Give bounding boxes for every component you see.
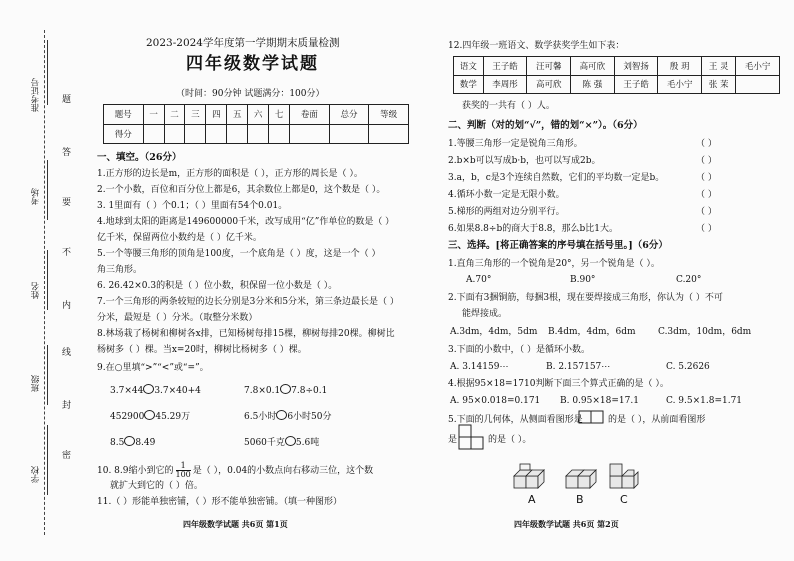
compare-item bbox=[244, 436, 319, 449]
seal-char: 要 bbox=[62, 198, 72, 208]
page-footer: 四年级数学试题 共6页 第1页 bbox=[183, 519, 288, 529]
question-text bbox=[97, 462, 373, 479]
judge-item: 6.如果8.8÷b的商大于8.8，那么b比1大。 bbox=[448, 224, 619, 234]
cube-figure-a-icon bbox=[510, 462, 552, 494]
question-text: 5.一个等腰三角形的顶角是100度，一个底角是（ ）度，这是一个（ ） bbox=[97, 249, 381, 259]
question-text: 获奖的一共有（ ）人。 bbox=[462, 101, 555, 111]
question-text: 就扩大到它的（ ）倍。 bbox=[110, 481, 203, 491]
compare-right: 7.8÷0.1 bbox=[291, 386, 328, 396]
award-cell: 张 茉 bbox=[702, 75, 736, 94]
answer-paren[interactable]: （ ） bbox=[696, 156, 717, 166]
choice-option: A.3dm，4dm，5dm bbox=[450, 327, 538, 337]
cube-figure-c-icon bbox=[606, 460, 640, 494]
award-cell: 李周彤 bbox=[483, 75, 527, 94]
choice-question: 的是（ ）。 bbox=[488, 435, 532, 445]
compare-left: 6.5小时 bbox=[244, 412, 277, 422]
compare-right: 45.29万 bbox=[155, 412, 191, 422]
question-text: 杨树多（ ）棵。当x=20时，柳树比杨树多（ ）棵。 bbox=[97, 345, 307, 355]
front-view-icon bbox=[458, 424, 486, 450]
score-cell[interactable] bbox=[206, 124, 227, 144]
score-header-cell: 总分 bbox=[329, 105, 369, 125]
score-header-cell: 五 bbox=[227, 105, 248, 125]
seal-char: 线 bbox=[62, 348, 72, 358]
award-cell: 刘智扬 bbox=[614, 57, 658, 76]
score-cell[interactable] bbox=[369, 124, 409, 144]
score-header-cell: 一 bbox=[143, 105, 164, 125]
label-name: 姓名 bbox=[31, 282, 41, 299]
page-footer: 四年级数学试题 共6页 第2页 bbox=[514, 519, 619, 529]
question-text: 9.在○里填“>”“<”或“=”。 bbox=[97, 363, 209, 373]
compare-circle[interactable] bbox=[276, 410, 287, 420]
figure-label-a: A bbox=[528, 493, 536, 506]
compare-item bbox=[110, 436, 155, 449]
field-name[interactable] bbox=[47, 250, 48, 310]
compare-item bbox=[110, 410, 190, 423]
question-text: 2.一个小数，百位和百分位上都是6，其余数位上都是0，这个数是（ ）。 bbox=[97, 185, 386, 195]
section-heading: 二、判断（对的划“√”，错的划“×”）。（6分） bbox=[448, 120, 643, 131]
question-text: 亿千米，保留两位小数约是（ ）亿千米。 bbox=[97, 233, 262, 243]
compare-right: 8.4̇9̇ bbox=[135, 438, 156, 448]
award-cell: 高可欣 bbox=[571, 57, 615, 76]
score-cell[interactable] bbox=[227, 124, 248, 144]
compare-right: 6小时50分 bbox=[287, 412, 332, 422]
time-info: （时间：90分钟 试题满分：100分） bbox=[176, 89, 325, 99]
compare-circle[interactable] bbox=[144, 410, 155, 420]
score-cell[interactable] bbox=[164, 124, 185, 144]
score-header-cell: 题号 bbox=[104, 105, 144, 125]
choice-question: 1.直角三角形的一个锐角是20°，另一个锐角是（ ）。 bbox=[448, 259, 660, 269]
choice-option: C. 5.2626 bbox=[666, 362, 710, 372]
cube-figure-b-icon bbox=[562, 462, 600, 494]
seal-char: 答 bbox=[62, 148, 72, 158]
award-cell: 王子皓 bbox=[483, 57, 527, 76]
award-cell: 王子皓 bbox=[614, 75, 658, 94]
score-table bbox=[103, 104, 409, 144]
choice-option: B.4dm，4dm，6dm bbox=[548, 327, 636, 337]
answer-paren[interactable]: （ ） bbox=[696, 207, 717, 217]
score-header-cell: 四 bbox=[206, 105, 227, 125]
choice-question: 能焊接成。 bbox=[462, 309, 508, 319]
compare-item bbox=[244, 384, 327, 397]
choice-option: B. 2.157157⋯ bbox=[546, 362, 611, 372]
award-cell: 王 灵 bbox=[702, 57, 736, 76]
fraction-numerator: 1 bbox=[176, 462, 191, 471]
choice-option: C. 9.5×1.8=1.71 bbox=[666, 396, 743, 406]
field-exam-room[interactable] bbox=[47, 160, 48, 220]
choice-question: 2.下面有3捆铜筋，每捆3根，现在要焊接成三角形，你认为（ ）不可 bbox=[448, 293, 723, 303]
compare-circle[interactable] bbox=[280, 384, 291, 394]
judge-item: 1.等腰三角形一定是锐角三角形。 bbox=[448, 139, 583, 149]
score-cell[interactable] bbox=[290, 124, 330, 144]
score-cell[interactable] bbox=[248, 124, 269, 144]
award-cell: 毛小宁 bbox=[658, 75, 702, 94]
compare-left: 5060千克 bbox=[244, 438, 285, 448]
seal-char: 密 bbox=[62, 451, 72, 461]
compare-circle[interactable] bbox=[124, 436, 135, 446]
answer-paren[interactable]: （ ） bbox=[696, 139, 717, 149]
label-exam-number: 准考证号 bbox=[31, 78, 41, 112]
label-class: 班级 bbox=[31, 375, 41, 392]
score-header-cell: 七 bbox=[269, 105, 290, 125]
seal-char: 题 bbox=[62, 95, 72, 105]
choice-option: C.20° bbox=[676, 275, 702, 285]
score-row-label: 得分 bbox=[104, 124, 144, 144]
score-header-cell: 二 bbox=[164, 105, 185, 125]
award-cell: 毛小宁 bbox=[736, 57, 780, 76]
choice-question: 是 bbox=[448, 435, 458, 445]
label-school: 学校 bbox=[31, 466, 41, 483]
compare-right: 3.7×40+4 bbox=[154, 386, 201, 396]
page-title: 四年级数学试题 bbox=[186, 54, 319, 74]
judge-item: 3.a，b，c是3个连续自然数，它们的平均数一定是b。 bbox=[448, 173, 665, 183]
judge-item: 4.循环小数一定是无限小数。 bbox=[448, 190, 565, 200]
question-text: 11.（ ）形能单独密铺，（ ）形不能单独密铺。（填一种图形） bbox=[97, 497, 343, 507]
award-table bbox=[453, 56, 780, 94]
field-school[interactable] bbox=[47, 425, 48, 495]
compare-item bbox=[244, 410, 332, 423]
compare-circle[interactable] bbox=[285, 436, 296, 446]
label-exam-room: 考场 bbox=[31, 188, 41, 205]
section-heading: 一、填空。（26分） bbox=[97, 152, 182, 163]
choice-option: B. 0.95×18=17.1 bbox=[560, 396, 639, 406]
compare-left: 8.5 bbox=[110, 438, 125, 448]
field-class[interactable] bbox=[47, 345, 48, 405]
question-text: 8.林场栽了杨树和柳树各x排，已知杨树每排15棵，柳树每排20棵。柳树比 bbox=[97, 329, 395, 339]
award-cell: 汪可馨 bbox=[527, 57, 571, 76]
choice-question: 5.下面的几何体，从侧面看图形是 bbox=[448, 415, 583, 425]
score-header-cell: 卷面 bbox=[290, 105, 330, 125]
question-text: 1.正方形的边长是m，正方形的面积是（ ），正方形的周长是（ ）。 bbox=[97, 169, 363, 179]
choice-option: A. 95×0.018=0.171 bbox=[450, 396, 541, 406]
figure-label-b: B bbox=[576, 493, 584, 506]
answer-paren[interactable]: （ ） bbox=[696, 190, 717, 200]
q10-prefix: 10. 8.9缩小到它的 bbox=[97, 466, 174, 476]
compare-left: 452900 bbox=[110, 412, 145, 422]
score-cell[interactable] bbox=[269, 124, 290, 144]
award-cell: 殷 玥 bbox=[658, 57, 702, 76]
award-cell bbox=[736, 75, 780, 94]
choice-option: C.3dm，10dm，6dm bbox=[658, 327, 752, 337]
choice-question: 的是（ ），从前面看图形 bbox=[608, 415, 706, 425]
question-text: 3. 1里面有（ ）个0.1；（ ）里面有54个0.01。 bbox=[97, 201, 288, 211]
binding-dashed-line bbox=[44, 30, 45, 535]
question-text: 7.一个三角形的两条较短的边长分别是3分米和5分米，第三条边最长是（ ） bbox=[97, 297, 399, 307]
score-cell[interactable] bbox=[329, 124, 369, 144]
award-cell: 数学 bbox=[454, 75, 484, 94]
question-text: 分米，最短是（ ）分米。（取整分米数） bbox=[97, 313, 258, 323]
choice-question: 4.根据95×18=1710判断下面三个算式正确的是（ ）。 bbox=[448, 379, 669, 389]
award-cell: 语文 bbox=[454, 57, 484, 76]
side-view-icon bbox=[578, 410, 604, 424]
judge-item: 5.梯形的两组对边分别平行。 bbox=[448, 207, 565, 217]
field-exam-number[interactable] bbox=[47, 40, 48, 105]
choice-option: A. 3.14159⋯ bbox=[450, 362, 509, 372]
award-cell: 高可欣 bbox=[527, 75, 571, 94]
compare-left: 7.8×0.1 bbox=[244, 386, 281, 396]
answer-paren[interactable]: （ ） bbox=[696, 173, 717, 183]
compare-circle[interactable] bbox=[143, 384, 154, 394]
figure-label-c: C bbox=[620, 493, 628, 506]
q10-suffix: 是（ ），0.04的小数点向右移动三位，这个数 bbox=[192, 466, 374, 476]
seal-char: 不 bbox=[62, 248, 72, 258]
seal-char: 封 bbox=[62, 401, 72, 411]
score-header-cell: 等级 bbox=[369, 105, 409, 125]
choice-question: 3.下面的小数中，（ ）是循环小数。 bbox=[448, 345, 590, 355]
compare-left: 3.7×44 bbox=[110, 386, 144, 396]
fraction-denominator: 100 bbox=[175, 470, 191, 479]
question-text: 4.地球到太阳的距离是149600000千米，改写成用“亿”作单位的数是（ ） bbox=[97, 217, 395, 227]
score-header-cell: 六 bbox=[248, 105, 269, 125]
question-text: 12.四年级一班语文、数学获奖学生如下表： bbox=[448, 41, 625, 51]
score-cell[interactable] bbox=[143, 124, 164, 144]
award-cell: 陈 强 bbox=[571, 75, 615, 94]
answer-paren[interactable]: （ ） bbox=[696, 224, 717, 234]
exam-name: 2023-2024学年度第一学期期末质量检测 bbox=[146, 37, 340, 49]
choice-option: A.70° bbox=[466, 275, 492, 285]
compare-right: 5.6吨 bbox=[295, 438, 320, 448]
section-heading: 三、选择。[将正确答案的序号填在括号里。]（6分） bbox=[448, 240, 668, 251]
compare-item bbox=[110, 384, 201, 397]
score-header-cell: 三 bbox=[185, 105, 206, 125]
seal-char: 内 bbox=[62, 301, 72, 311]
choice-option: B.90° bbox=[570, 275, 596, 285]
score-cell[interactable] bbox=[185, 124, 206, 144]
question-text: 角三角形。 bbox=[97, 265, 143, 275]
judge-item: 2.b×b可以写成b·b，也可以写成2b。 bbox=[448, 156, 601, 166]
question-text: 6. 26.42×0.3的积是（ ）位小数，积保留一位小数是（ ）。 bbox=[97, 281, 338, 291]
fraction bbox=[176, 462, 191, 479]
